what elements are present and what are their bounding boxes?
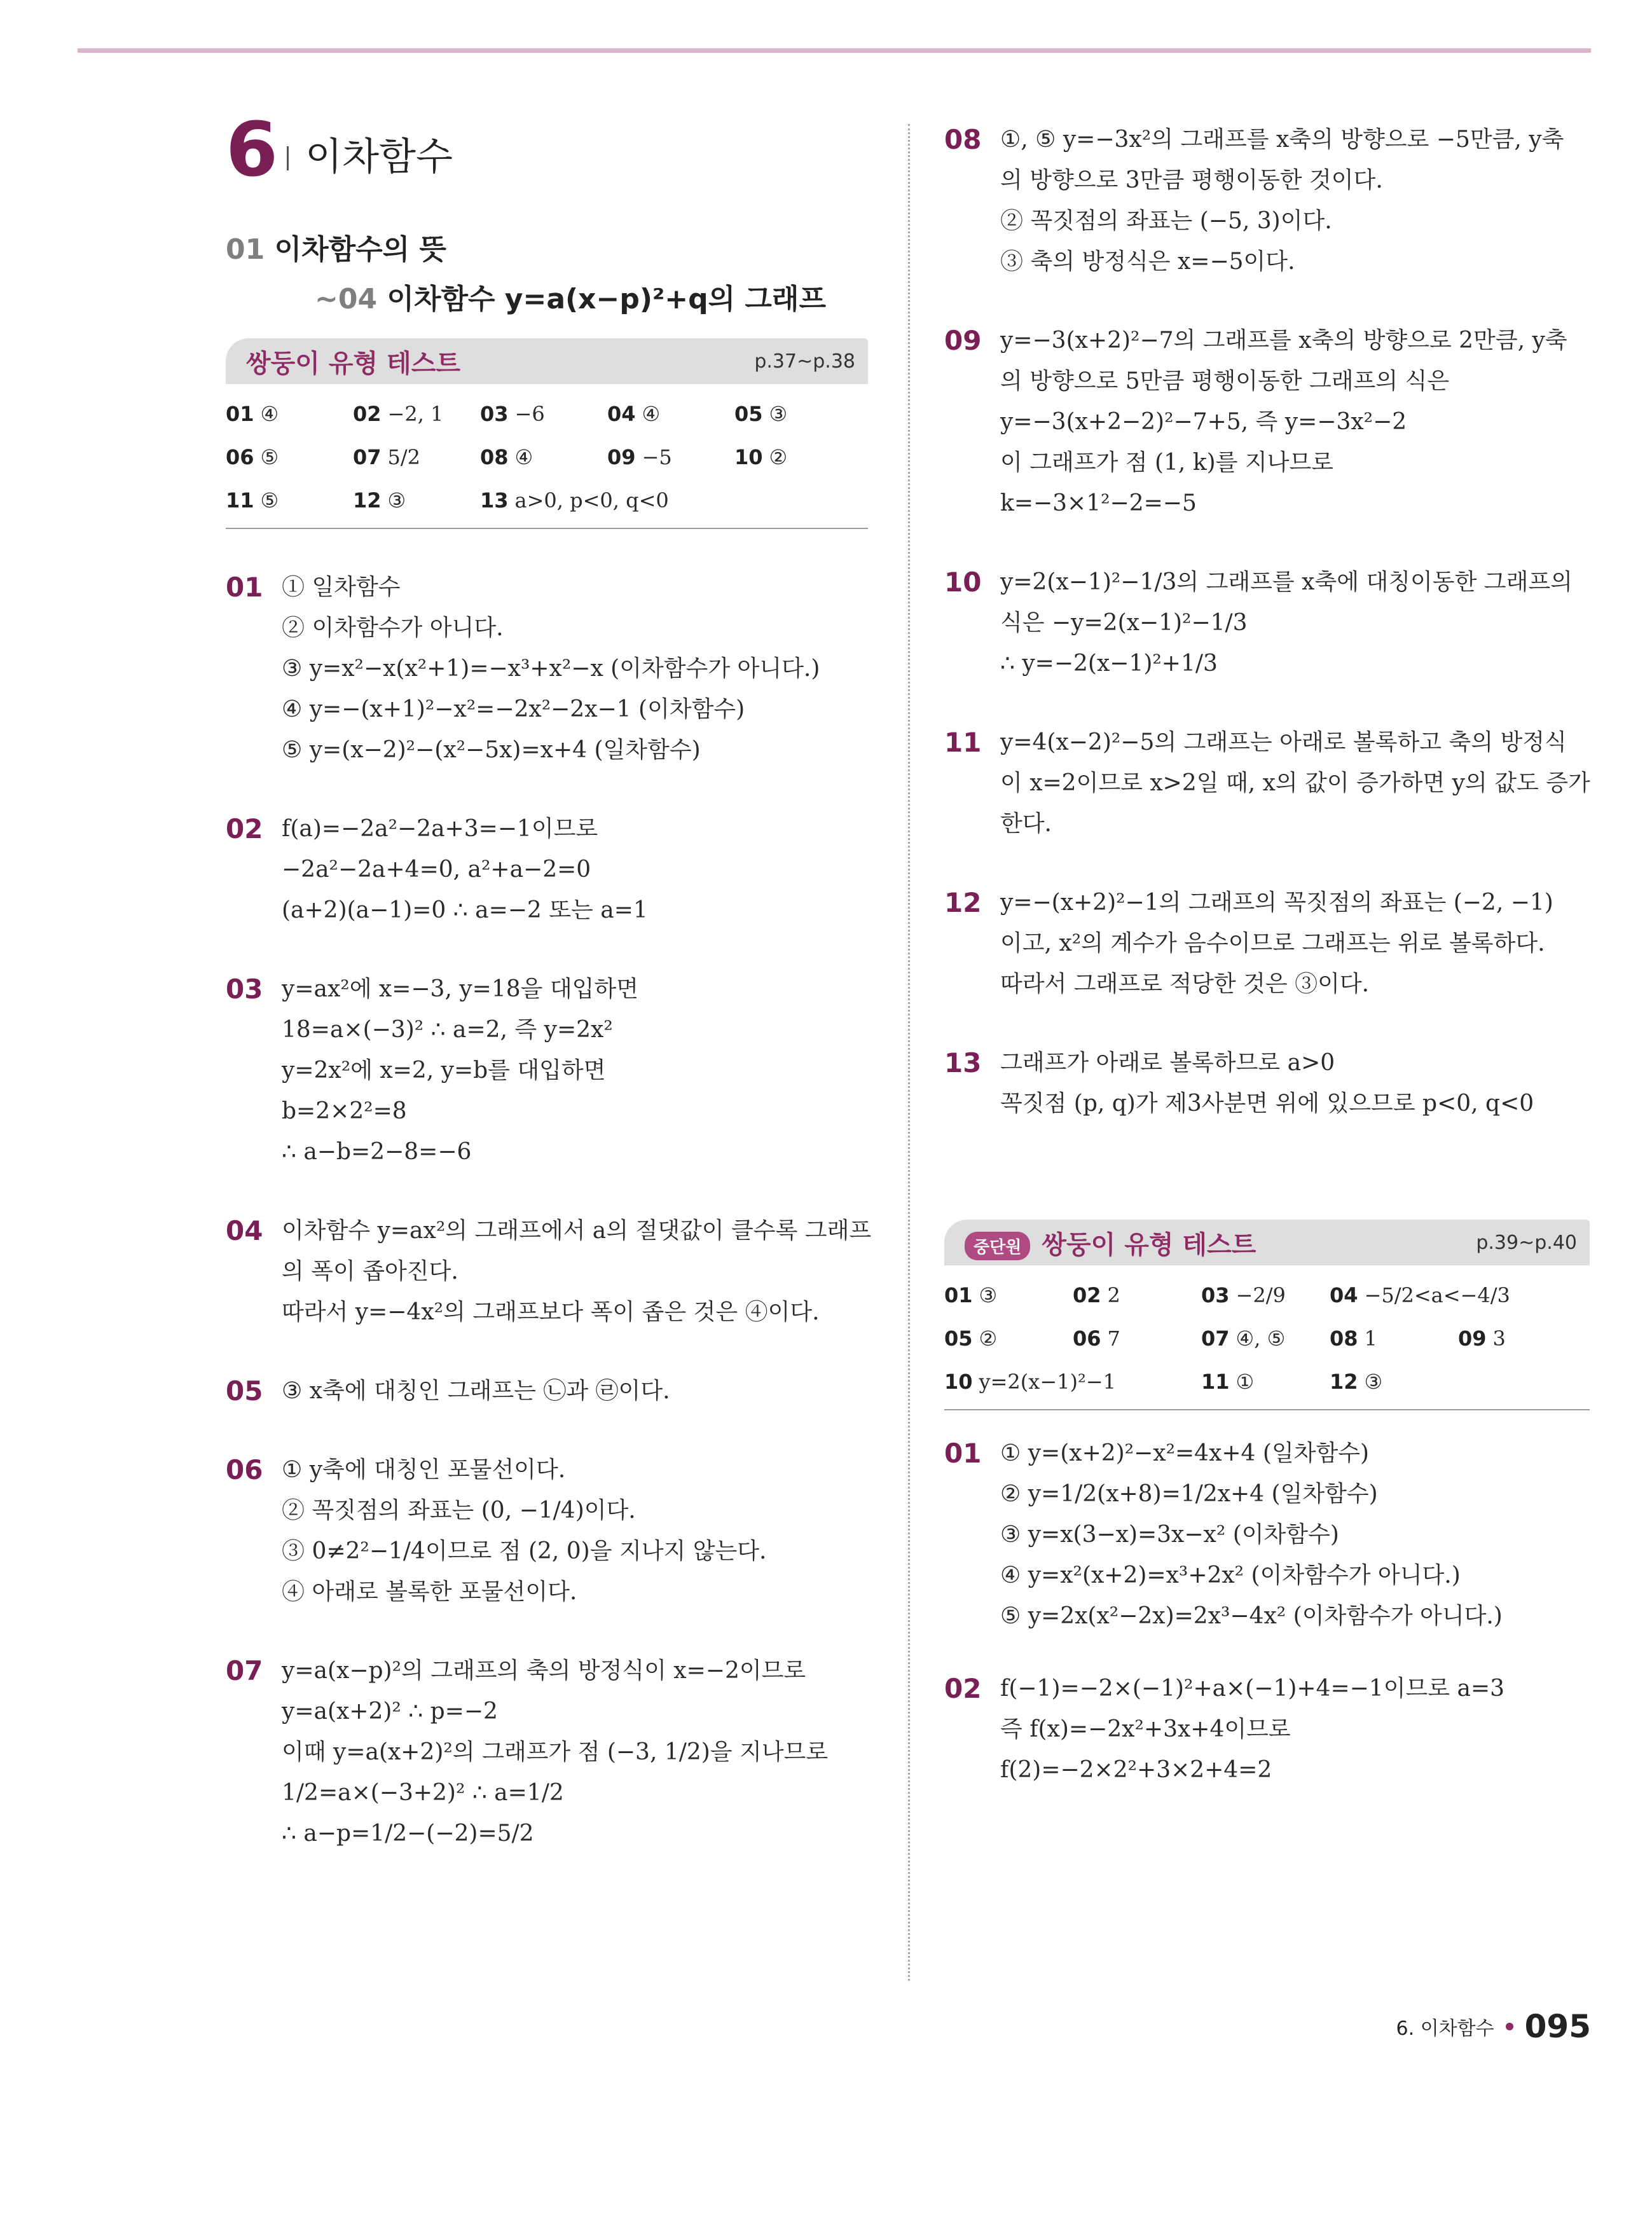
solution-body: f(a)=−2a²−2a+3=−1이므로 −2a²−2a+4=0, a²+a−2=0 (a+2)(a−1)=0 ∴ a=−2 또는 a=1 [282, 816, 648, 923]
answer-item: 11 ① [1201, 1370, 1255, 1394]
section-num-2: ~04 [315, 283, 378, 315]
top-rule [78, 48, 1591, 53]
answer-item: 11 ⑤ [226, 488, 279, 513]
solution-item [226, 1211, 872, 1333]
solution-body: ① y=(x+2)²−x²=4x+4 (일차함수) ② y=1/2(x+8)=1/2x+4 (일차함수) ③ y=x(3−x)=3x−x² (이차함수) ④ y=x²(x+2)=x³+2x² (이차함수가 아니다.) ⑤ y=2x(x²−2x)=2x³−4x² (이차함수가 아니다.) [1000, 1440, 1503, 1629]
solution-item [226, 1371, 868, 1412]
solution-item [226, 1651, 868, 1854]
answer-item: 02 −2, 1 [353, 402, 444, 426]
footer-chapter: 6. 이차함수 [1396, 2018, 1494, 2040]
answer-item: 10 ② [734, 445, 788, 469]
solution-number: 03 [226, 974, 263, 1005]
test-header [226, 338, 868, 384]
solution-number: 10 [944, 567, 982, 598]
solution-number: 05 [226, 1375, 263, 1407]
solution-item [944, 1043, 1590, 1124]
test2-badge: 중단원 [965, 1232, 1030, 1260]
answer-item: 13 a>0, p<0, q<0 [480, 488, 669, 513]
test2-header [944, 1220, 1590, 1265]
solution-body: y=ax²에 x=−3, y=18을 대입하면 18=a×(−3)² ∴ a=2, 즉 y=2x² y=2x²에 x=2, y=b를 대입하면 b=2×2²=8 ∴ a−b=2−8=−6 [282, 976, 638, 1165]
solution-number: 07 [226, 1655, 263, 1686]
solution-number: 11 [944, 727, 982, 758]
answer-item: 03 −2/9 [1201, 1283, 1286, 1307]
solution-number: 13 [944, 1047, 982, 1078]
solution-number: 02 [226, 813, 263, 844]
solution-body: 이차함수 y=ax²의 그래프에서 a의 절댓값이 클수록 그래프 의 폭이 좁아진다. 따라서 y=−4x²의 그래프보다 폭이 좁은 것은 ④이다. [282, 1218, 872, 1325]
answer-item: 12 ③ [1330, 1370, 1383, 1394]
answer-item: 05 ② [944, 1326, 998, 1351]
solution-item [944, 120, 1590, 282]
solution-body: ③ x축에 대칭인 그래프는 ㉡과 ㉣이다. [282, 1378, 670, 1404]
solution-body: 그래프가 아래로 볼록하므로 a>0 꼭짓점 (p, q)가 제3사분면 위에 있으므로 p<0, q<0 [1000, 1050, 1534, 1117]
answer-item: 05 ③ [734, 402, 788, 426]
solution-body: y=a(x−p)²의 그래프의 축의 방정식이 x=−2이므로 y=a(x+2)² ∴ p=−2 이때 y=a(x+2)²의 그래프가 점 (−3, 1/2)을 지나므로 1/2=a×(−3+2)² ∴ a=1/2 ∴ a−p=1/2−(−2)=5/2 [282, 1658, 829, 1847]
solution-item [226, 567, 868, 771]
answer-grid [226, 384, 868, 529]
answer-item: 03 −6 [480, 402, 545, 426]
solution-item [944, 320, 1590, 524]
test2-title: 중단원 쌍둥이 유형 테스트 [965, 1225, 1256, 1261]
solution-body: y=−(x+2)²−1의 그래프의 꼭짓점의 좌표는 (−2, −1) 이고, x²의 계수가 음수이므로 그래프는 위로 볼록하다. 따라서 그래프로 적당한 것은 ③이다. [1000, 890, 1553, 997]
test-title: 쌍둥이 유형 테스트 [246, 348, 460, 378]
solution-number: 12 [944, 887, 982, 918]
answer-item: 08 1 [1330, 1326, 1377, 1351]
solution-item [944, 562, 1590, 684]
solution-number: 06 [226, 1454, 263, 1485]
solution-number: 01 [226, 572, 263, 603]
section-title [226, 226, 868, 317]
solution-body: y=4(x−2)²−5의 그래프는 아래로 볼록하고 축의 방정식 이 x=2이므로 x>2일 때, x의 값이 증가하면 y의 값도 증가 한다. [1000, 729, 1590, 837]
test2-pages: p.39~p.40 [1476, 1231, 1577, 1254]
answer-grid-2 [944, 1265, 1590, 1410]
answer-item: 02 2 [1073, 1283, 1120, 1307]
solution-number: 02 [944, 1673, 982, 1704]
chapter-bar [287, 146, 289, 170]
answer-item: 10 y=2(x−1)²−1 [944, 1370, 1116, 1394]
solution-number: 08 [944, 124, 982, 155]
page-number: 095 [1524, 2008, 1591, 2045]
solution-item [944, 883, 1590, 1005]
solution-body: y=−3(x+2)²−7의 그래프를 x축의 방향으로 2만큼, y축 의 방향으로 5만큼 평행이동한 그래프의 식은 y=−3(x+2−2)²−7+5, 즉 y=−3x²−2 이 그래프가 점 (1, k)를 지나므로 k=−3×1²−2=−5 [1000, 327, 1567, 516]
section-num-1: 01 [226, 233, 265, 266]
column-divider [908, 124, 910, 1981]
solution-body: ① 일차함수 ② 이차함수가 아니다. ③ y=x²−x(x²+1)=−x³+x²−x (이차함수가 아니다.) ④ y=−(x+1)²−x²=−2x²−2x−1 (이차함수) ⑤ y=(x−2)²−(x²−5x)=x+4 (일차함수) [282, 574, 820, 763]
solution-number: 09 [944, 325, 982, 356]
right-column [944, 95, 1590, 1791]
solution-item [944, 1433, 1590, 1637]
solution-item [944, 1669, 1590, 1791]
solution-item [226, 809, 868, 931]
test-pages: p.37~p.38 [754, 350, 855, 373]
solution-body: f(−1)=−2×(−1)²+a×(−1)+4=−1이므로 a=3 즉 f(x)=−2x²+3x+4이므로 f(2)=−2×2²+3×2+4=2 [1000, 1676, 1505, 1783]
answer-item: 01 ④ [226, 402, 279, 426]
section-text-1: 이차함수의 뜻 [274, 233, 446, 266]
section-text-2: 이차함수 y=a(x−p)²+q의 그래프 [387, 283, 826, 315]
section-line-2 [315, 276, 868, 317]
answer-item: 01 ③ [944, 1283, 998, 1307]
answer-item: 08 ④ [480, 445, 533, 469]
answer-item: 06 7 [1073, 1326, 1120, 1351]
chapter-header [226, 95, 868, 203]
page-footer [1396, 2008, 1591, 2045]
solution-body: ① y축에 대칭인 포물선이다. ② 꼭짓점의 좌표는 (0, −1/4)이다. ③ 0≠2²−1/4이므로 점 (2, 0)을 지나지 않는다. ④ 아래로 볼록한 포물선이다. [282, 1457, 767, 1605]
answer-item: 09 3 [1458, 1326, 1506, 1351]
solution-body: ①, ⑤ y=−3x²의 그래프를 x축의 방향으로 −5만큼, y축 의 방향으로 3만큼 평행이동한 것이다. ② 꼭짓점의 좌표는 (−5, 3)이다. ③ 축의 방정식은 x=−5이다. [1000, 127, 1564, 275]
solution-number: 04 [226, 1215, 263, 1246]
answer-item: 09 −5 [607, 445, 672, 469]
footer-dot [1506, 2023, 1513, 2030]
solution-item [944, 722, 1590, 844]
answer-item: 12 ③ [353, 488, 406, 513]
answer-item: 04 ④ [607, 402, 661, 426]
left-column [226, 95, 872, 1854]
chapter-title: 이차함수 [305, 135, 453, 179]
solution-body: y=2(x−1)²−1/3의 그래프를 x축에 대칭이동한 그래프의 식은 −y=2(x−1)²−1/3 ∴ y=−2(x−1)²+1/3 [1000, 569, 1573, 677]
solution-number: 01 [944, 1438, 982, 1469]
chapter-number: 6 [226, 106, 276, 193]
answer-item: 07 5/2 [353, 445, 421, 469]
answer-item: 06 ⑤ [226, 445, 279, 469]
answer-item: 07 ④, ⑤ [1201, 1326, 1286, 1351]
answer-item: 04 −5/2<a<−4/3 [1330, 1283, 1510, 1307]
solution-item [226, 969, 868, 1173]
solution-item [226, 1450, 868, 1613]
